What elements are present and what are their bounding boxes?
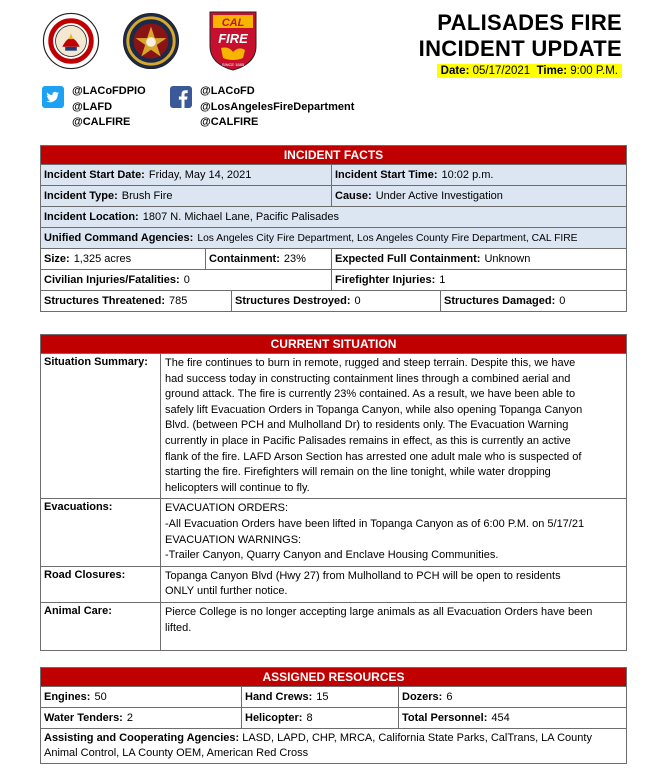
evacuations-row [41, 499, 626, 566]
size-label: Size: [44, 253, 70, 265]
facts-row-agencies [41, 228, 626, 249]
assisting-agencies-label: Assisting and Cooperating Agencies: [44, 732, 240, 744]
animal-care-line: lifted. [165, 621, 192, 634]
engines-value: 50 [94, 691, 107, 703]
resources-row-assisting [41, 729, 626, 763]
resources-row-1 [41, 687, 626, 708]
structures-damaged-cell [441, 291, 626, 311]
cause-cell [332, 186, 626, 206]
start-date-label: Incident Start Date: [44, 169, 145, 181]
title-line-2: INCIDENT UPDATE [418, 36, 622, 61]
svg-text:CAL: CAL [221, 17, 245, 29]
situation-summary-row [41, 354, 626, 499]
location-label: Incident Location: [44, 211, 139, 223]
firefighter-injuries-label: Firefighter Injuries: [335, 274, 436, 286]
la-city-fire-seal-logo [122, 12, 180, 70]
animal-care-line: Pierce College is no longer accepting large animals as all Evacuation Orders have been [165, 605, 593, 618]
firefighter-injuries-cell [332, 270, 626, 290]
agencies-label: Unified Command Agencies: [44, 232, 194, 244]
helicopter-value: 8 [306, 712, 313, 724]
svg-text:FIRE: FIRE [218, 31, 248, 46]
dozers-label: Dozers: [402, 691, 443, 703]
situation-summary-text [161, 354, 586, 498]
start-time-cell [332, 165, 626, 185]
twitter-icon [42, 86, 64, 108]
time-label: Time: [536, 65, 568, 77]
summary-line: ground attack. The fire is currently 23% contained. As a result, we have been able to [165, 388, 576, 401]
dozers-cell [399, 687, 626, 707]
assisting-agencies-line-2: Animal Control, LA County OEM, American Red Cross [44, 747, 309, 759]
road-closures-text [161, 567, 565, 602]
cal-fire-shield-logo [207, 10, 259, 72]
assigned-resources-heading: ASSIGNED RESOURCES [41, 668, 626, 687]
evacuation-line: EVACUATION ORDERS: [165, 502, 289, 515]
civilian-injuries-label: Civilian Injuries/Fatalities: [44, 274, 180, 286]
expected-containment-label: Expected Full Containment: [335, 253, 481, 265]
title-block [419, 10, 622, 78]
type-label: Incident Type: [44, 190, 118, 202]
type-cell [41, 186, 332, 206]
expected-containment-value: Unknown [484, 253, 531, 265]
size-cell [41, 249, 206, 269]
start-time-label: Incident Start Time: [335, 169, 438, 181]
facebook-icon [170, 86, 192, 108]
facts-row-size [41, 249, 626, 270]
cause-value: Under Active Investigation [375, 190, 503, 202]
incident-facts-heading: INCIDENT FACTS [41, 146, 626, 165]
evacuations-label: Evacuations: [41, 499, 161, 565]
summary-line: Blvd. (between PCH and Mulholland Dr) to residents only. The Evacuation Warning [165, 419, 569, 432]
firefighter-injuries-value: 1 [439, 274, 446, 286]
hand-crews-value: 15 [316, 691, 329, 703]
engines-cell [41, 687, 242, 707]
twitter-handle-3[interactable]: @CALFIRE [72, 116, 131, 128]
date-time-line [437, 64, 622, 78]
date-value: 05/17/2021 [472, 65, 531, 77]
helicopter-cell [242, 708, 399, 728]
containment-cell [206, 249, 332, 269]
structures-damaged-label: Structures Damaged: [444, 295, 556, 307]
summary-line: flank of the fire. LAFD Arson Section has arrested one adult male who is suspected of [165, 450, 582, 463]
water-tenders-cell [41, 708, 242, 728]
total-personnel-label: Total Personnel: [402, 712, 488, 724]
summary-line: currently in place in Pacific Palisades remains in effect, as this is currently an active [165, 434, 571, 447]
summary-line: The fire continues to burn in remote, rugged and steep terrain. Despite this, we have [165, 357, 576, 369]
expected-containment-cell [332, 249, 626, 269]
facts-row-start [41, 165, 626, 186]
road-closures-label: Road Closures: [41, 567, 161, 602]
title-line-1: PALISADES FIRE [437, 10, 622, 35]
evacuation-line: -Trailer Canyon, Quarry Canyon and Enclave Housing Communities. [165, 549, 499, 562]
structures-damaged-value: 0 [559, 295, 566, 307]
structures-destroyed-value: 0 [354, 295, 361, 307]
structures-threatened-value: 785 [169, 295, 188, 307]
resources-row-2 [41, 708, 626, 729]
facts-row-injuries [41, 270, 626, 291]
total-personnel-cell [399, 708, 626, 728]
water-tenders-value: 2 [126, 712, 133, 724]
current-situation-table [40, 334, 627, 651]
assisting-agencies-line-1: LASD, LAPD, CHP, MRCA, California State Parks, CalTrans, LA County [242, 732, 592, 744]
containment-value: 23% [283, 253, 306, 265]
dozers-value: 6 [446, 691, 453, 703]
facebook-handle-1[interactable]: @LACoFD [200, 85, 255, 97]
helicopter-label: Helicopter: [245, 712, 303, 724]
water-tenders-label: Water Tenders: [44, 712, 123, 724]
summary-line: starting the fire. Firefighters will remain on the line tonight, while water dropping [165, 466, 551, 479]
facts-row-type [41, 186, 626, 207]
civilian-injuries-cell [41, 270, 332, 290]
structures-destroyed-cell [232, 291, 441, 311]
situation-summary-label: Situation Summary: [41, 354, 161, 498]
start-time-value: 10:02 p.m. [441, 169, 494, 181]
start-date-cell [41, 165, 332, 185]
summary-line: safely lift Evacuation Orders in Topanga Canyon, while also opening Topanga Canyon [165, 403, 583, 416]
date-label: Date: [440, 65, 470, 77]
road-closure-line: Topanga Canyon Blvd (Hwy 27) from Mulholland to PCH will be open to residents [165, 569, 561, 582]
evacuations-text [161, 499, 588, 565]
structures-threatened-cell [41, 291, 232, 311]
evacuation-line: -All Evacuation Orders have been lifted in Topanga Canyon as of 6:00 P.M. on 5/17/21 [165, 517, 585, 530]
start-date-value: Friday, May 14, 2021 [148, 169, 252, 181]
evacuation-line: EVACUATION WARNINGS: [165, 533, 302, 546]
road-closure-line: ONLY until further notice. [165, 585, 288, 598]
agencies-value: Los Angeles City Fire Department, Los Angeles County Fire Department, CAL FIRE [197, 232, 578, 244]
svg-text:SINCE 1885: SINCE 1885 [221, 62, 245, 67]
assigned-resources-table [40, 667, 627, 764]
summary-line: helicopters will continue to fly. [165, 481, 310, 494]
facts-row-location [41, 207, 626, 228]
structures-destroyed-label: Structures Destroyed: [235, 295, 351, 307]
type-value: Brush Fire [121, 190, 173, 202]
structures-threatened-label: Structures Threatened: [44, 295, 166, 307]
assisting-agencies-cell [41, 729, 595, 763]
total-personnel-value: 454 [491, 712, 510, 724]
cause-label: Cause: [335, 190, 372, 202]
la-county-fire-seal-logo [42, 12, 100, 70]
engines-label: Engines: [44, 691, 91, 703]
facebook-handle-2[interactable]: @LosAngelesFireDepartment [200, 100, 355, 113]
hand-crews-cell [242, 687, 399, 707]
hand-crews-label: Hand Crews: [245, 691, 313, 703]
facts-row-structures [41, 291, 626, 311]
twitter-handle-2[interactable]: @LAFD [72, 100, 113, 113]
animal-care-row [41, 603, 626, 650]
time-value: 9:00 P.M. [570, 65, 618, 77]
animal-care-text [161, 603, 596, 650]
containment-label: Containment: [209, 253, 280, 265]
twitter-handle-1[interactable]: @LACoFDPIO [72, 85, 146, 97]
road-closures-row [41, 567, 626, 603]
current-situation-heading: CURRENT SITUATION [41, 335, 626, 354]
location-value: 1807 N. Michael Lane, Pacific Palisades [142, 211, 340, 223]
summary-line: had success today in constructing containment lines through a combined aerial and [165, 372, 571, 385]
facebook-handle-3[interactable]: @CALFIRE [200, 116, 259, 128]
agencies-cell [41, 228, 626, 248]
animal-care-label: Animal Care: [41, 603, 161, 650]
location-cell [41, 207, 626, 227]
civilian-injuries-value: 0 [183, 274, 190, 286]
incident-facts-table [40, 145, 627, 312]
facebook-handles [170, 84, 400, 132]
size-value: 1,325 acres [73, 253, 132, 265]
